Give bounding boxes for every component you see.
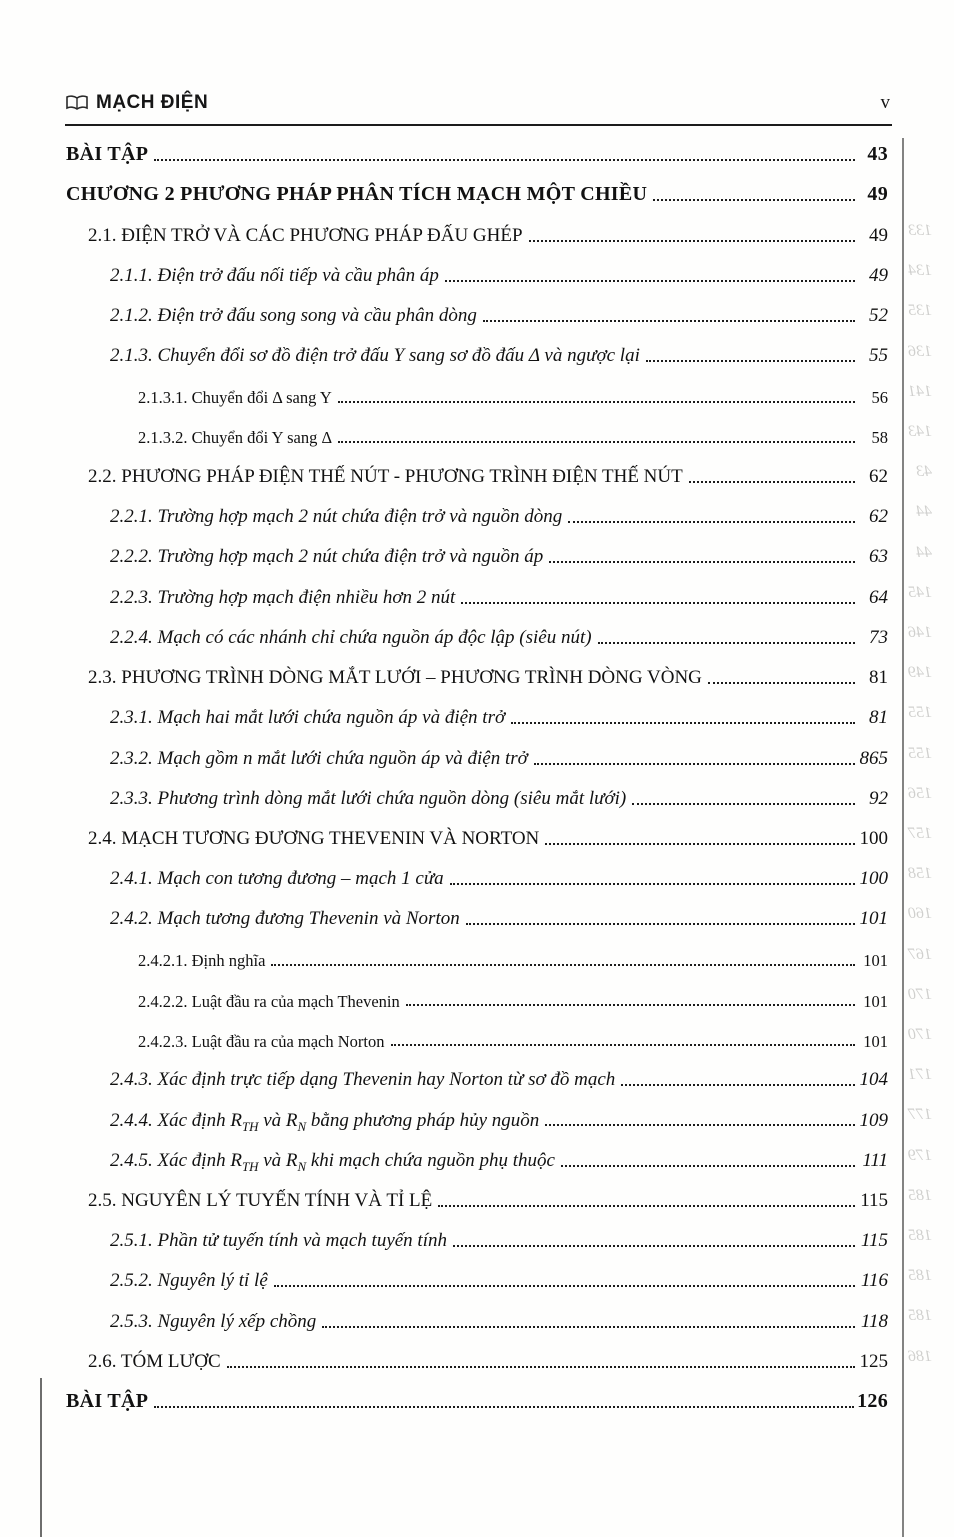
bleedthrough-number: 155 bbox=[908, 744, 932, 762]
toc-entry-page: 55 bbox=[869, 345, 888, 367]
bleedthrough-number: 43 bbox=[916, 463, 932, 481]
toc-entry bbox=[66, 131, 888, 171]
dot-leader bbox=[511, 722, 855, 724]
bleedthrough-number: 44 bbox=[916, 543, 932, 561]
dot-leader bbox=[391, 1044, 855, 1046]
toc-entry-label: 2.3.2. Mạch gồm n mắt lưới chứa nguồn áp và điện trở bbox=[110, 747, 528, 769]
bleedthrough-number: 44 bbox=[916, 503, 932, 521]
toc-entry-label: 2.2.4. Mạch có các nhánh chỉ chứa nguồn áp độc lập (siêu nút) bbox=[110, 626, 592, 648]
toc-entry bbox=[66, 573, 888, 613]
bleedthrough-number: 149 bbox=[908, 664, 932, 682]
toc-entry-label: BÀI TẬP bbox=[66, 1390, 149, 1412]
toc-entry bbox=[66, 1338, 888, 1378]
toc-entry-page: 115 bbox=[860, 1230, 888, 1252]
bleedthrough-number: 146 bbox=[908, 624, 932, 641]
toc-entry-label: 2.4.5. Xác định $R_{TH}$ và $R_N$ khi mạch chứa nguồn phụ thuộc bbox=[110, 1149, 555, 1174]
header-rule bbox=[65, 124, 892, 126]
bleedthrough-number: 185 bbox=[908, 1227, 932, 1244]
toc-entry-label: 2.5.1. Phần tử tuyến tính và mạch tuyến tính bbox=[110, 1230, 447, 1252]
toc-entry bbox=[66, 1056, 888, 1096]
toc-entry-label: 2.6. TÓM LƯỢC bbox=[88, 1350, 221, 1372]
toc-entry-label: 2.4.2. Mạch tương đương Thevenin và Norton bbox=[110, 908, 460, 930]
toc-entry-page: 62 bbox=[869, 506, 888, 528]
dot-leader bbox=[545, 1124, 855, 1126]
toc-list bbox=[66, 131, 888, 1418]
toc-entry-label: 2.2.2. Trường hợp mạch 2 nút chứa điện trở và nguồn áp bbox=[110, 546, 544, 568]
toc-entry bbox=[66, 252, 888, 292]
toc-entry-label: 2.1.3.2. Chuyển đổi Y sang Δ bbox=[138, 428, 333, 448]
toc-entry-page: 49 bbox=[869, 224, 888, 246]
dot-leader bbox=[689, 481, 855, 483]
bleedthrough-number: 145 bbox=[908, 583, 932, 601]
toc-entry-label: 2.5.2. Nguyên lý tỉ lệ bbox=[110, 1270, 268, 1292]
bleedthrough-number: 170 bbox=[908, 1026, 932, 1043]
dot-leader bbox=[271, 964, 855, 966]
bleedthrough-number: 185 bbox=[908, 1267, 932, 1285]
dot-leader bbox=[545, 843, 855, 845]
toc-entry-label: 2.2.3. Trường hợp mạch điện nhiều hơn 2 nút bbox=[110, 586, 456, 608]
toc-entry-label: 2.4.4. Xác định $R_{TH}$ và $R_N$ bằng phương pháp hủy nguồn bbox=[110, 1109, 540, 1134]
open-book-icon bbox=[66, 95, 88, 111]
toc-entry-page: 81 bbox=[869, 667, 888, 689]
toc-entry bbox=[66, 935, 888, 975]
toc-entry-page: 63 bbox=[869, 546, 888, 568]
toc-entry-label: 2.1.2. Điện trở đấu song song và cầu phân dòng bbox=[110, 305, 477, 327]
toc-entry bbox=[66, 855, 888, 895]
dot-leader bbox=[598, 642, 855, 644]
toc-entry bbox=[66, 292, 888, 332]
toc-entry-page: 73 bbox=[869, 626, 888, 648]
toc-entry-label: 2.1. ĐIỆN TRỞ VÀ CÁC PHƯƠNG PHÁP ĐẤU GHÉP bbox=[88, 224, 523, 246]
dot-leader bbox=[338, 401, 855, 403]
toc-entry-label: 2.4.3. Xác định trực tiếp dạng Thevenin hay Norton từ sơ đồ mạch bbox=[110, 1069, 616, 1091]
dot-leader bbox=[274, 1285, 855, 1287]
dot-leader bbox=[561, 1165, 855, 1167]
bleedthrough-number: 134 bbox=[908, 262, 932, 280]
bleedthrough-number: 186 bbox=[908, 1347, 932, 1365]
toc-entry bbox=[66, 1136, 888, 1176]
book-title: MẠCH ĐIỆN bbox=[96, 92, 209, 113]
bleedthrough-number: 156 bbox=[908, 784, 932, 802]
toc-entry bbox=[66, 413, 888, 453]
toc-entry-page: 101 bbox=[863, 1031, 888, 1051]
page-header bbox=[66, 92, 890, 114]
toc-entry bbox=[66, 493, 888, 533]
toc-entry bbox=[66, 1257, 888, 1297]
bleedthrough-number: 185 bbox=[908, 1186, 932, 1204]
dot-leader bbox=[646, 360, 855, 362]
toc-entry bbox=[66, 734, 888, 774]
toc-entry bbox=[66, 654, 888, 694]
dot-leader bbox=[621, 1084, 855, 1086]
bleedthrough-number: 167 bbox=[908, 945, 932, 963]
scan-edge-right bbox=[902, 138, 904, 1537]
dot-leader bbox=[227, 1366, 855, 1368]
toc-entry bbox=[66, 694, 888, 734]
toc-entry-label: 2.4.2.1. Định nghĩa bbox=[138, 951, 266, 971]
bleedthrough-number: 158 bbox=[908, 865, 932, 883]
toc-entry-label: CHƯƠNG 2 PHƯƠNG PHÁP PHÂN TÍCH MẠCH MỘT CHIỀU bbox=[66, 183, 648, 206]
toc-entry-label: BÀI TẬP bbox=[66, 143, 149, 166]
toc-entry bbox=[66, 533, 888, 573]
toc-entry bbox=[66, 895, 888, 935]
toc-entry bbox=[66, 1297, 888, 1337]
dot-leader bbox=[154, 159, 855, 161]
bleedthrough-number: 133 bbox=[908, 222, 932, 239]
toc-entry-page: 125 bbox=[859, 1350, 888, 1372]
toc-entry-label: 2.5.3. Nguyên lý xếp chồng bbox=[110, 1310, 317, 1332]
toc-entry-label: 2.5. NGUYÊN LÝ TUYẾN TÍNH VÀ TỈ LỆ bbox=[88, 1189, 433, 1211]
scan-edge-left bbox=[40, 1378, 42, 1537]
bleedthrough-number: 160 bbox=[908, 905, 932, 923]
dot-leader bbox=[708, 682, 855, 684]
toc-entry-page: 52 bbox=[869, 305, 888, 327]
toc-entry-page: 43 bbox=[867, 143, 888, 166]
dot-leader bbox=[568, 521, 855, 523]
bleedthrough-number: 185 bbox=[908, 1307, 932, 1325]
dot-leader bbox=[529, 240, 855, 242]
toc-entry-label: 2.2. PHƯƠNG PHÁP ĐIỆN THẾ NÚT - PHƯƠNG TRÌNH ĐIỆN THẾ NÚT bbox=[88, 466, 683, 488]
toc-entry-page: 81 bbox=[869, 707, 888, 729]
toc-entry-page: 62 bbox=[869, 466, 888, 488]
bleedthrough-number: 157 bbox=[908, 825, 932, 842]
toc-entry-page: 101 bbox=[863, 991, 888, 1011]
toc-entry bbox=[66, 332, 888, 372]
toc-entry bbox=[66, 976, 888, 1016]
bleedthrough-number: 179 bbox=[908, 1146, 932, 1164]
toc-entry-label: 2.4.1. Mạch con tương đương – mạch 1 cửa bbox=[110, 868, 444, 890]
toc-entry bbox=[66, 453, 888, 493]
dot-leader bbox=[338, 441, 855, 443]
page-number: v bbox=[880, 92, 890, 113]
dot-leader bbox=[653, 199, 855, 201]
toc-entry bbox=[66, 1217, 888, 1257]
toc-entry-page: 92 bbox=[869, 787, 888, 809]
dot-leader bbox=[450, 883, 855, 885]
toc-entry bbox=[66, 815, 888, 855]
toc-entry-page: 64 bbox=[869, 586, 888, 608]
dot-leader bbox=[483, 320, 855, 322]
dot-leader bbox=[632, 803, 855, 805]
dot-leader bbox=[466, 923, 855, 925]
bleedthrough-number: 143 bbox=[908, 423, 932, 440]
dot-leader bbox=[322, 1326, 855, 1328]
toc-entry-page: 111 bbox=[862, 1149, 888, 1171]
dot-leader bbox=[154, 1406, 854, 1408]
bleedthrough-number: 155 bbox=[908, 704, 932, 722]
toc-entry bbox=[66, 171, 888, 211]
toc-entry-label: 2.2.1. Trường hợp mạch 2 nút chứa điện trở và nguồn dòng bbox=[110, 506, 563, 528]
toc-entry-label: 2.3.1. Mạch hai mắt lưới chứa nguồn áp và điện trở bbox=[110, 707, 506, 729]
dot-leader bbox=[438, 1205, 855, 1207]
toc-entry-page: 49 bbox=[869, 264, 888, 286]
dot-leader bbox=[453, 1245, 855, 1247]
toc-entry-page: 49 bbox=[867, 183, 888, 206]
toc-entry bbox=[66, 1096, 888, 1136]
toc-entry-page: 100 bbox=[859, 868, 888, 890]
toc-entry bbox=[66, 1378, 888, 1418]
dot-leader bbox=[534, 763, 855, 765]
toc-entry-page: 116 bbox=[860, 1270, 888, 1292]
toc-entry bbox=[66, 211, 888, 251]
toc-entry bbox=[66, 614, 888, 654]
toc-entry-page: 109 bbox=[859, 1109, 888, 1131]
toc-entry bbox=[66, 372, 888, 412]
toc-entry-page: 56 bbox=[871, 388, 888, 408]
toc-entry-page: 118 bbox=[860, 1310, 888, 1332]
bleedthrough-number: 177 bbox=[908, 1106, 932, 1124]
toc-entry-label: 2.1.3.1. Chuyển đổi Δ sang Y bbox=[138, 388, 332, 408]
bleedthrough-number: 135 bbox=[908, 302, 932, 320]
dot-leader bbox=[461, 602, 855, 604]
bleedthrough-number: 141 bbox=[908, 382, 932, 400]
toc-entry-label: 2.3.3. Phương trình dòng mắt lưới chứa nguồn dòng (siêu mắt lưới) bbox=[110, 787, 627, 809]
bleedthrough-number: 170 bbox=[908, 985, 932, 1003]
bleedthrough-number: 171 bbox=[908, 1066, 932, 1084]
toc-entry-label: 2.1.3. Chuyển đổi sơ đồ điện trở đấu Y sang sơ đồ đấu Δ và ngược lại bbox=[110, 345, 640, 367]
toc-entry-label: 2.4. MẠCH TƯƠNG ĐƯƠNG THEVENIN VÀ NORTON bbox=[88, 828, 540, 849]
toc-entry bbox=[66, 775, 888, 815]
toc-entry-page: 101 bbox=[859, 908, 888, 930]
toc-entry-page: 100 bbox=[859, 828, 888, 849]
toc-entry-page: 101 bbox=[863, 951, 888, 971]
toc-entry-label: 2.3. PHƯƠNG TRÌNH DÒNG MẮT LƯỚI – PHƯƠNG TRÌNH DÒNG VÒNG bbox=[88, 667, 702, 689]
toc-entry-label: 2.4.2.2. Luật đầu ra của mạch Thevenin bbox=[138, 991, 400, 1011]
toc-entry-label: 2.1.1. Điện trở đấu nối tiếp và cầu phân áp bbox=[110, 264, 439, 286]
toc-entry-page: 104 bbox=[859, 1069, 888, 1091]
toc-entry bbox=[66, 1016, 888, 1056]
toc-entry-page: 115 bbox=[860, 1189, 888, 1211]
bleedthrough-number: 136 bbox=[908, 342, 932, 360]
toc-entry-page: 126 bbox=[857, 1390, 888, 1412]
toc-entry bbox=[66, 1177, 888, 1217]
dot-leader bbox=[445, 280, 855, 282]
dot-leader bbox=[549, 561, 855, 563]
toc-entry-label: 2.4.2.3. Luật đầu ra của mạch Norton bbox=[138, 1031, 385, 1051]
dot-leader bbox=[406, 1004, 855, 1006]
toc-entry-page: 865 bbox=[859, 747, 888, 769]
toc-entry-page: 58 bbox=[871, 428, 888, 448]
